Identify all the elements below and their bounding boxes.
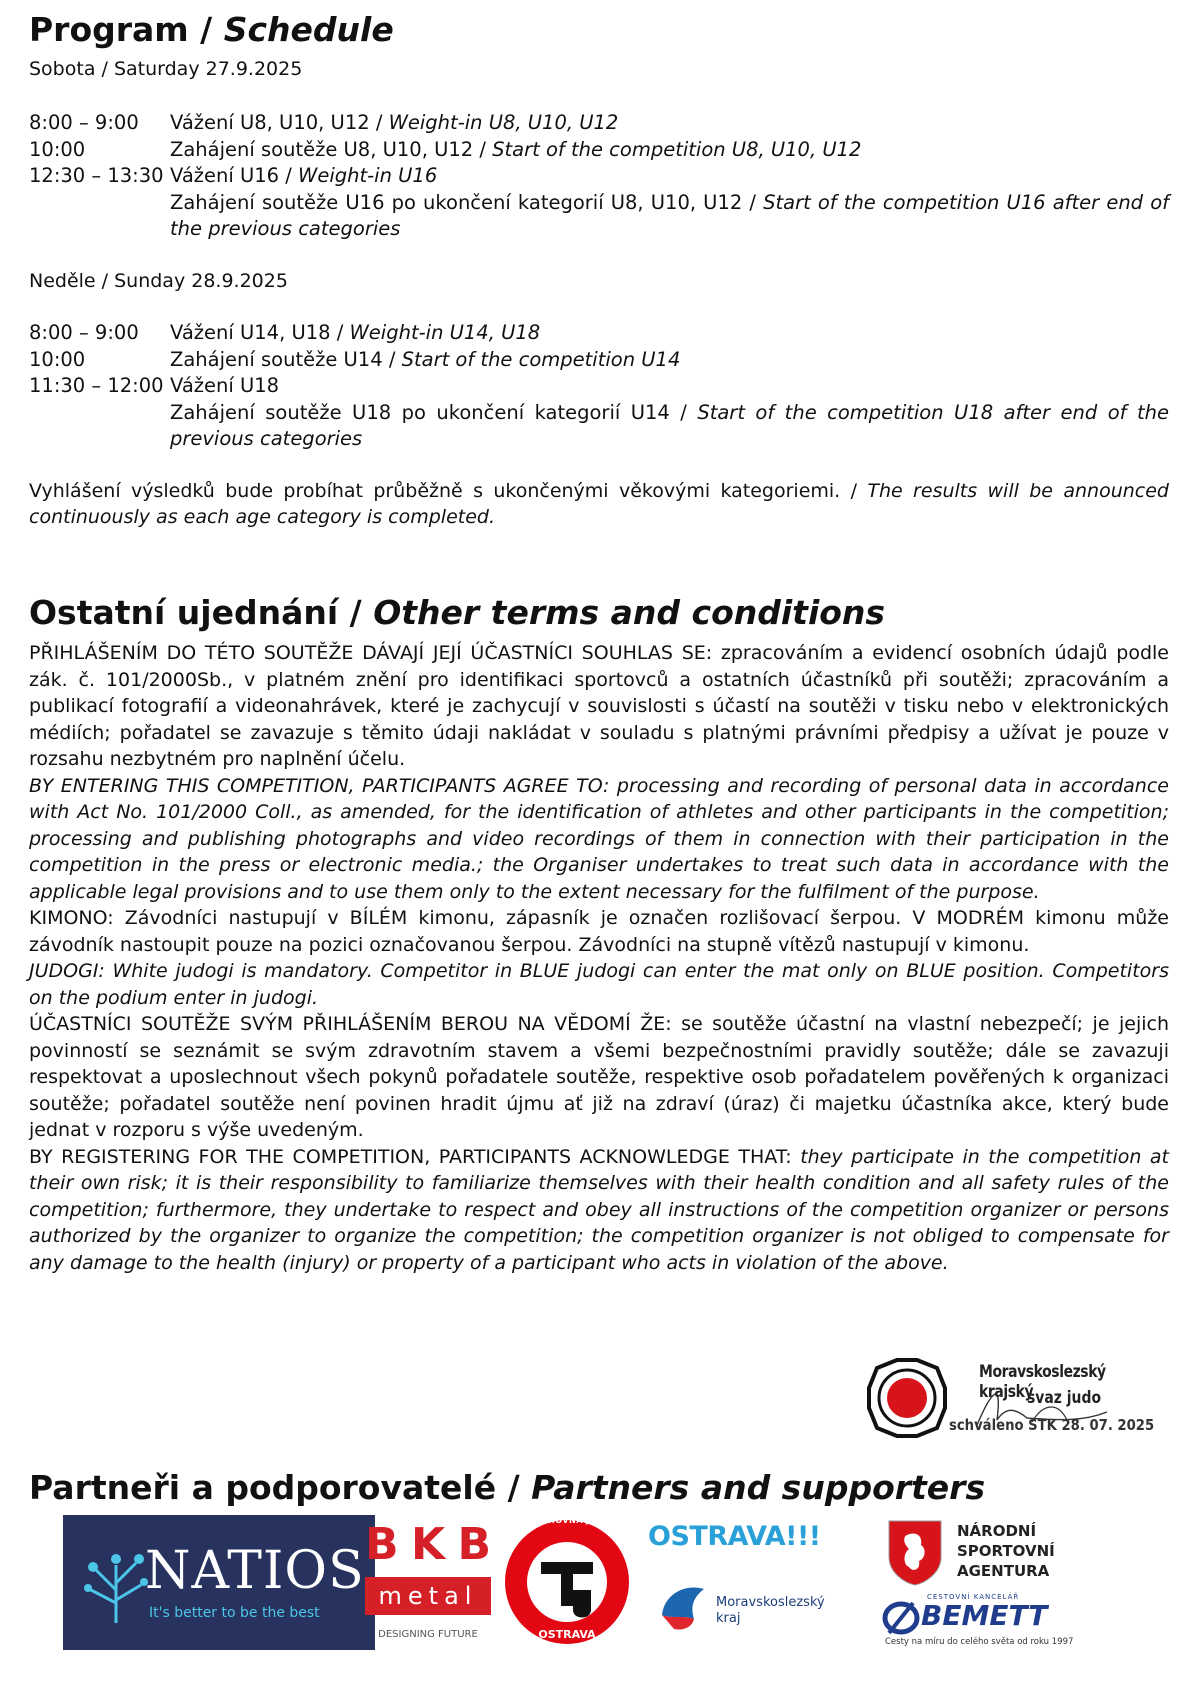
sunday-schedule (29, 320, 1169, 453)
terms-kimono-cs: KIMONO: Závodníci nastupují v BÍLÉM kimonu, zápasník je označen rozlišovací šerpou. V MODRÉM kimonu může závodník nastoupit pouze na pozici označovanou šerpou. Závodníci na stupně vítězů nastupují v kimonu. (29, 907, 1169, 956)
terms-heading: Ostatní ujednání / Other terms and conditions (29, 593, 886, 632)
schedule-row: 11:30 – 12:00 Vážení U18 (29, 374, 280, 397)
tree-icon (81, 1545, 151, 1625)
nsa-text: NÁRODNÍ SPORTOVNÍ AGENTURA (957, 1522, 1055, 1580)
schedule-heading: Program / Schedule (29, 10, 394, 49)
terms-risk-cs: ÚČASTNÍCI SOUTĚŽE SVÝM PŘIHLÁŠENÍM BEROU NA VĚDOMÍ ŽE: se soutěže účastní na vlastní nebezpečí; je jejich povinností se seznámit se svým zdravotním stavem a všemi bezpečnostními pravidly soutěže; dále se zavazuji respektovat a uposlechnout všech pokynů pořadatele soutěže, respektive osob pořadatelem pověřených k organizaci soutěže; pořadatel soutěže není povinen hradit újmu ať již na zdraví (úraz) či majetku účastníka akce, který bude jednat v rozporu s výše uvedeným. (29, 1013, 1169, 1141)
terms-consent-cs: PŘIHLÁŠENÍM DO TÉTO SOUTĚŽE DÁVAJÍ JEJÍ ÚČASTNÍCI SOUHLAS SE: zpracováním a evidencí osobních údajů podle zák. č. 101/2000Sb., v platném znění pro identifikaci sportovců a ostatních účastníků při soutěži; zpracováním a publikací fotografií a videonahrávek, které je zachycují v souvislosti s účastí na soutěži v tisku nebo v elektronických médiích; pořadatel se zavazuje s těmito údaji nakládat v souladu s platnými právními předpisy a užívat je pouze v rozsahu nezbytném pro naplnění účelu. (29, 642, 1169, 770)
schedule-row: Zahájení soutěže U18 po ukončení kategorií U14 / Start of the competition U18 after end of the previous categories (170, 400, 1169, 450)
terms-risk-en: BY REGISTERING FOR THE COMPETITION, PARTICIPANTS ACKNOWLEDGE THAT: they participate in the competition at their own risk; it is their responsibility to familiarize themselves with their health condition and all safety rules of the competition; furthermore, they undertake to respect and obey all instructions of the competition organizer or persons authorized by the organizer to organize the competition; the competition organizer is not obliged to compensate for any damage to the health (injury) or property of a participant who acts in violation of the above. (29, 1145, 1170, 1274)
results-note: Vyhlášení výsledků bude probíhat průběžně s ukončenými věkovými kategoriemi. / The results will be announced continuously as each age category is completed. (29, 480, 1169, 528)
tj-text-bottom: OSTRAVA (538, 1628, 596, 1641)
msk-region-icon (654, 1575, 714, 1635)
bkb-metal-logo (365, 1515, 495, 1650)
bemett-name: BEMETT (921, 1599, 1048, 1632)
saturday-schedule (29, 110, 1169, 243)
bemett-top: CESTOVNÍ KANCELÁŘ (927, 1593, 1020, 1601)
sunday-label: Neděle / Sunday 28.9.2025 (29, 270, 288, 292)
stamp-approved-text: schváleno STK 28. 07. 2025 (949, 1416, 1155, 1434)
partners-heading: Partneři a podporovatelé / Partners and supporters (29, 1468, 986, 1507)
stamp-org-line1: Moravskoslezský krajský (979, 1362, 1106, 1402)
bkb-letters: B K B (365, 1519, 491, 1570)
msk-line1: Moravskoslezský (716, 1595, 825, 1610)
schedule-row: Zahájení soutěže U16 po ukončení kategorií U8, U10, U12 / Start of the competition U16 after end of the previous categories (170, 190, 1169, 240)
schedule-row: 8:00 – 9:00 Vážení U14, U18 / Weight-in U14, U18 (29, 321, 541, 344)
tj-text-top: TĚLOVÝCHOVNÁ JEDNOTA (504, 1516, 630, 1525)
tj-ostrava-logo (503, 1510, 631, 1655)
schedule-row: 12:30 – 13:30 Vážení U16 / Weight-in U16 (29, 164, 438, 187)
stamp-org-line2: svaz judo (1027, 1388, 1102, 1408)
ostrava-name: OSTRAVA!!! (648, 1521, 821, 1552)
schedule-row: 10:00 Zahájení soutěže U8, U10, U12 / Start of the competition U8, U10, U12 (29, 137, 862, 161)
schedule-row: 8:00 – 9:00 Vážení U8, U10, U12 / Weight-in U8, U10, U12 (29, 111, 619, 134)
schedule-row: 10:00 Zahájení soutěže U14 / Start of the competition U14 (29, 347, 681, 371)
nsa-bemett-logo (881, 1515, 1081, 1655)
terms-judogi-en: JUDOGI: White judogi is mandatory. Competitor in BLUE judogi can enter the mat only on BLUE position. Competitors on the podium enter in judogi. (29, 960, 1169, 1009)
globe-icon (881, 1601, 921, 1635)
terms-consent-en: BY ENTERING THIS COMPETITION, PARTICIPANTS AGREE TO: processing and recording of personal data in accordance with Act No. 101/2000 Coll., as amended, for the identification of athletes and other participants in the competition; processing and publishing photographs and video recordings of them in connection with their participation in the competition in the press or electronic media.; the Organiser undertakes to treat such data in accordance with the applicable legal provisions and to use them only to the extent necessary for the fulfilment of the purpose. (29, 774, 1169, 903)
natios-tagline: It's better to be the best (149, 1605, 320, 1621)
natios-name: NATIOS (145, 1541, 365, 1601)
terms-body (29, 640, 1169, 1276)
ostrava-msk-logo (648, 1515, 848, 1650)
approval-stamp (867, 1350, 1187, 1460)
czech-coat-of-arms-icon (885, 1517, 945, 1587)
bkb-tagline: DESIGNING FUTURE (378, 1629, 478, 1640)
bkb-sub: metal (365, 1577, 491, 1615)
natios-logo (63, 1515, 375, 1650)
partner-logos (33, 1515, 1173, 1665)
saturday-label: Sobota / Saturday 27.9.2025 (29, 58, 303, 80)
bemett-tagline: Cesty na míru do celého světa od roku 1997 (885, 1637, 1074, 1647)
msk-line2: kraj (716, 1611, 741, 1626)
